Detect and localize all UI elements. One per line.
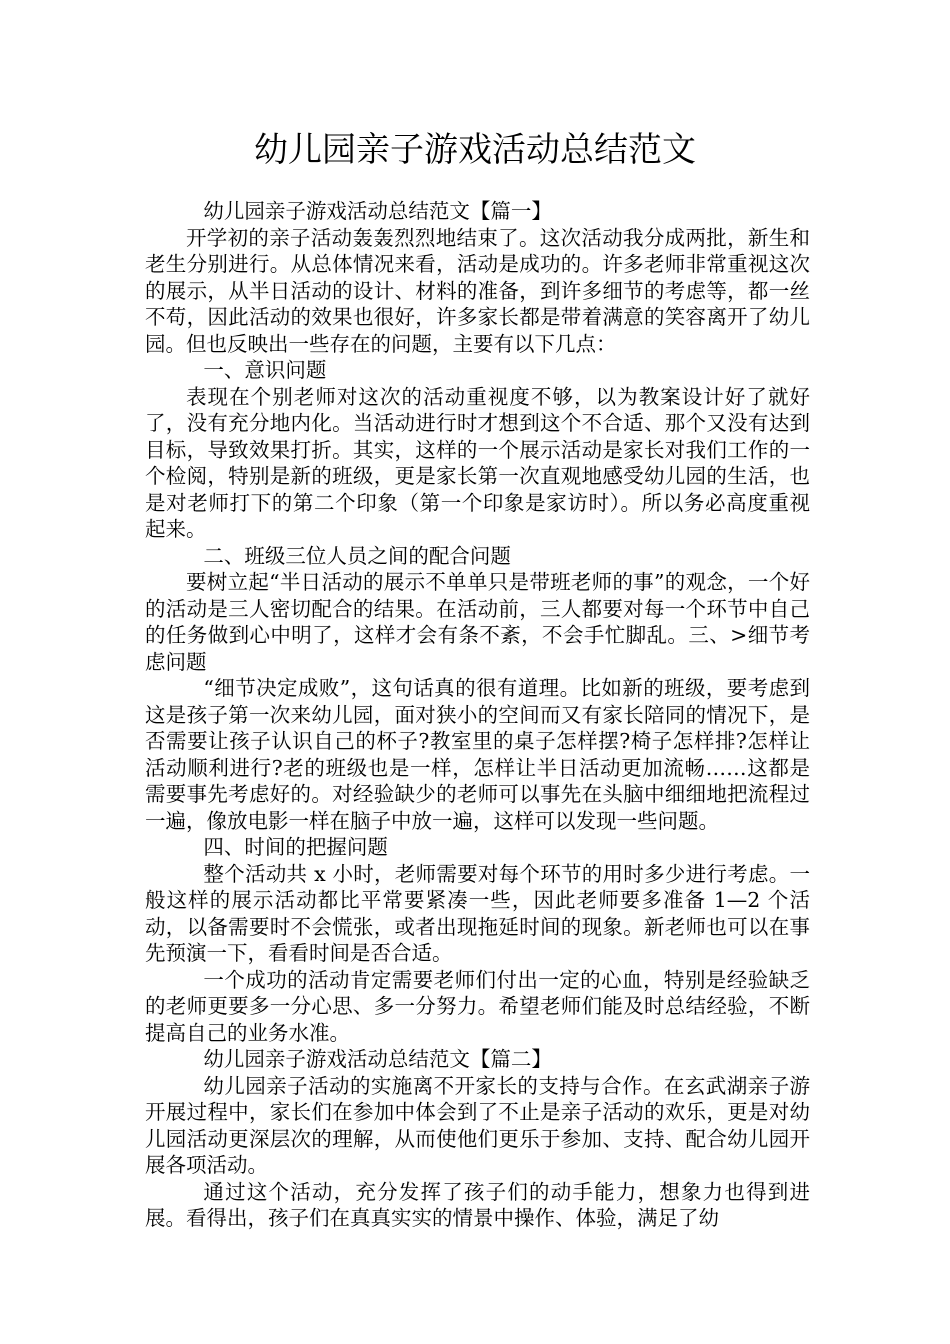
section-heading: 一、意识问题 [203,358,327,382]
section-heading: 通过这个活动，充分发挥了孩子们的动手能力，想象力也得到进展。看得出，孩子们在真真实实的情景中操作、体验，满足了幼 [145,1179,810,1230]
section-heading: 四、时间的把握问题 [203,835,388,859]
section-heading: 幼儿园亲子游戏活动总结范文【篇一】 [203,199,552,223]
section-heading: 二、班级三位人员之间的配合问题 [203,543,511,568]
section-heading: “细节决定成败”，这句话真的很有道理。比如新的班级，要考虑到这是孩子第一次来幼儿园，面对狭小的空间而又有家长陪同的情况下，是否需要让孩子认识自己的杯子?教室里的桌子怎样摆?椅子怎样排?怎样让活动顺利进行?老的班级也是一样，怎样让半日活动更加流畅……这都是需要事先考虑好的。对经验缺少的老师可以事先在头脑中细细地把流程过一遍，像放电影一样在脑子中放一遍，这样可以发现一些问题。 [145,676,810,833]
section-heading: 整个活动共 x 小时，老师需要对每个环节的用时多少进行考虑。一般这样的展示活动都比平常要紧凑一些，因此老师要多准备 1—2 个活动，以备需要时不会慌张，或者出现拖延时间的现象。新老师也可以在事先预演一下，看看时间是否合适。 [145,861,810,965]
paragraph: 要树立起“半日活动的展示不单单只是带班老师的事”的观念，一个好的活动是三人密切配合的结果。在活动前，三人都要对每一个环节中自己的任务做到心中明了，这样才会有条不紊，不会手忙脚乱。三、>细节考虑问题 [145,570,810,674]
paragraph: 表现在个别老师对这次的活动重视度不够，以为教案设计好了就好了，没有充分地内化。当活动进行时才想到这个不合适、那个又没有达到目标，导致效果打折。其实，这样的一个展示活动是家长对我们工作的一个检阅，特别是新的班级，更是家长第一次直观地感受幼儿园的生活，也是对老师打下的第二个印象（第一个印象是家访时）。所以务必高度重视起来。 [145,384,810,541]
section-heading: 幼儿园亲子活动的实施离不开家长的支持与合作。在玄武湖亲子游开展过程中，家长们在参加中体会到了不止是亲子活动的欢乐，更是对幼儿园活动更深层次的理解，从而使他们更乐于参加、支持、配合幼儿园开展各项活动。 [145,1073,810,1177]
section-heading: 幼儿园亲子游戏活动总结范文【篇二】 [203,1047,552,1071]
document-body [145,198,810,1232]
section-heading: 一个成功的活动肯定需要老师们付出一定的心血，特别是经验缺乏的老师更要多一分心思、多一分努力。希望老师们能及时总结经验，不断提高自己的业务水准。 [145,967,810,1045]
document-title: 幼儿园亲子游戏活动总结范文 [254,130,696,170]
paragraph: 开学初的亲子活动轰轰烈烈地结束了。这次活动我分成两批，新生和老生分别进行。从总体情况来看，活动是成功的。许多老师非常重视这次的展示，从半日活动的设计、材料的准备，到许多细节的考虑等，都一丝不苟，因此活动的效果也很好，许多家长都是带着满意的笑容离开了幼儿园。但也反映出一些存在的问题，主要有以下几点： [145,225,810,356]
